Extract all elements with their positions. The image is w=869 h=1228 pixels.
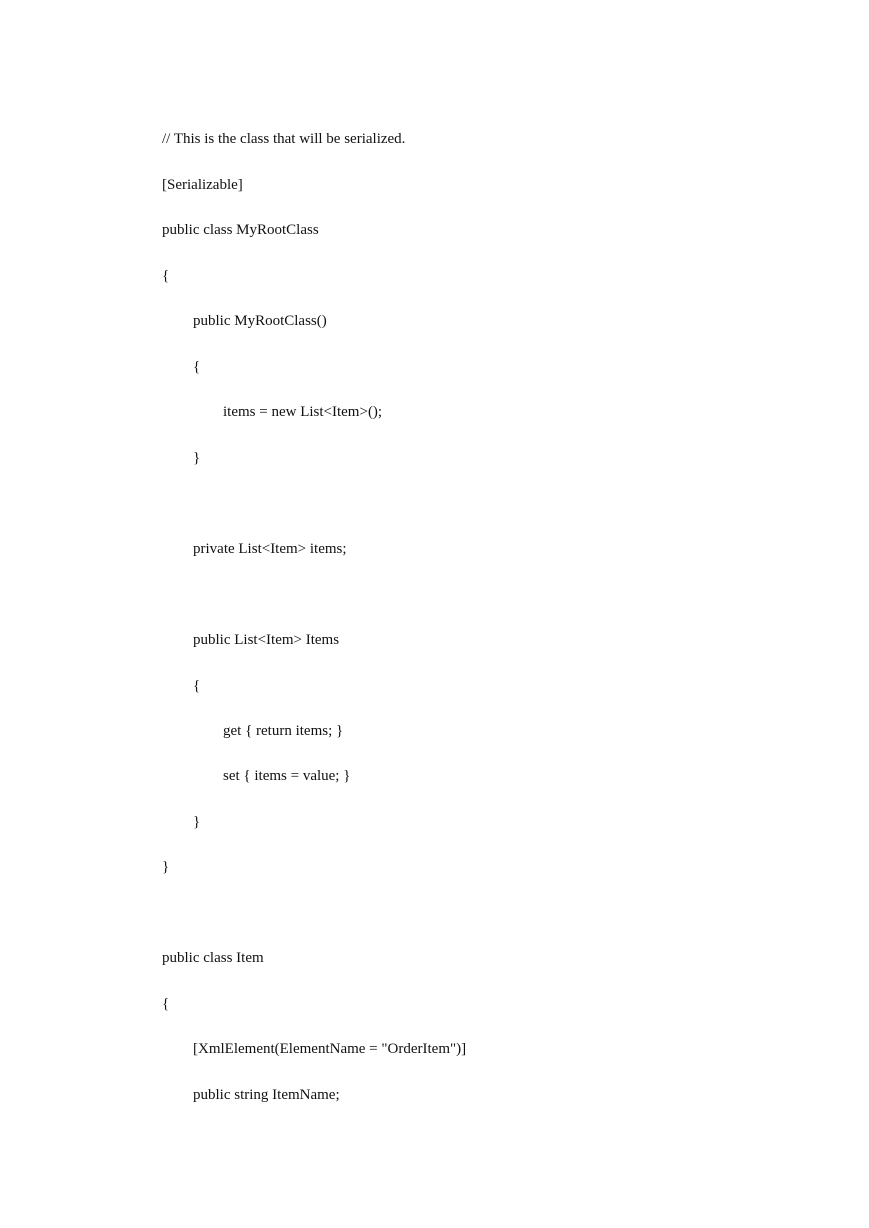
code-attribute-xmlelement: [XmlElement(ElementName = "OrderItem")] [193, 1041, 467, 1057]
code-property-getter: get { return items; } [223, 723, 344, 739]
code-open-brace: { [193, 359, 201, 375]
code-property-declaration: public List<Item> Items [193, 632, 340, 648]
code-property-setter: set { items = value; } [223, 768, 351, 784]
code-public-field: public string ItemName; [193, 1087, 340, 1103]
code-constructor-declaration: public MyRootClass() [193, 313, 327, 329]
code-close-brace: } [162, 859, 170, 875]
code-class-declaration: public class MyRootClass [162, 222, 319, 238]
code-attribute-serializable: [Serializable] [162, 177, 243, 193]
code-open-brace: { [162, 996, 170, 1012]
code-constructor-body: items = new List<Item>(); [223, 404, 383, 420]
code-private-field: private List<Item> items; [193, 541, 347, 557]
code-class-declaration: public class Item [162, 950, 264, 966]
code-close-brace: } [193, 450, 201, 466]
code-open-brace: { [162, 268, 170, 284]
code-close-brace: } [193, 814, 201, 830]
code-open-brace: { [193, 678, 201, 694]
code-comment-line: // This is the class that will be serialized. [162, 131, 406, 147]
